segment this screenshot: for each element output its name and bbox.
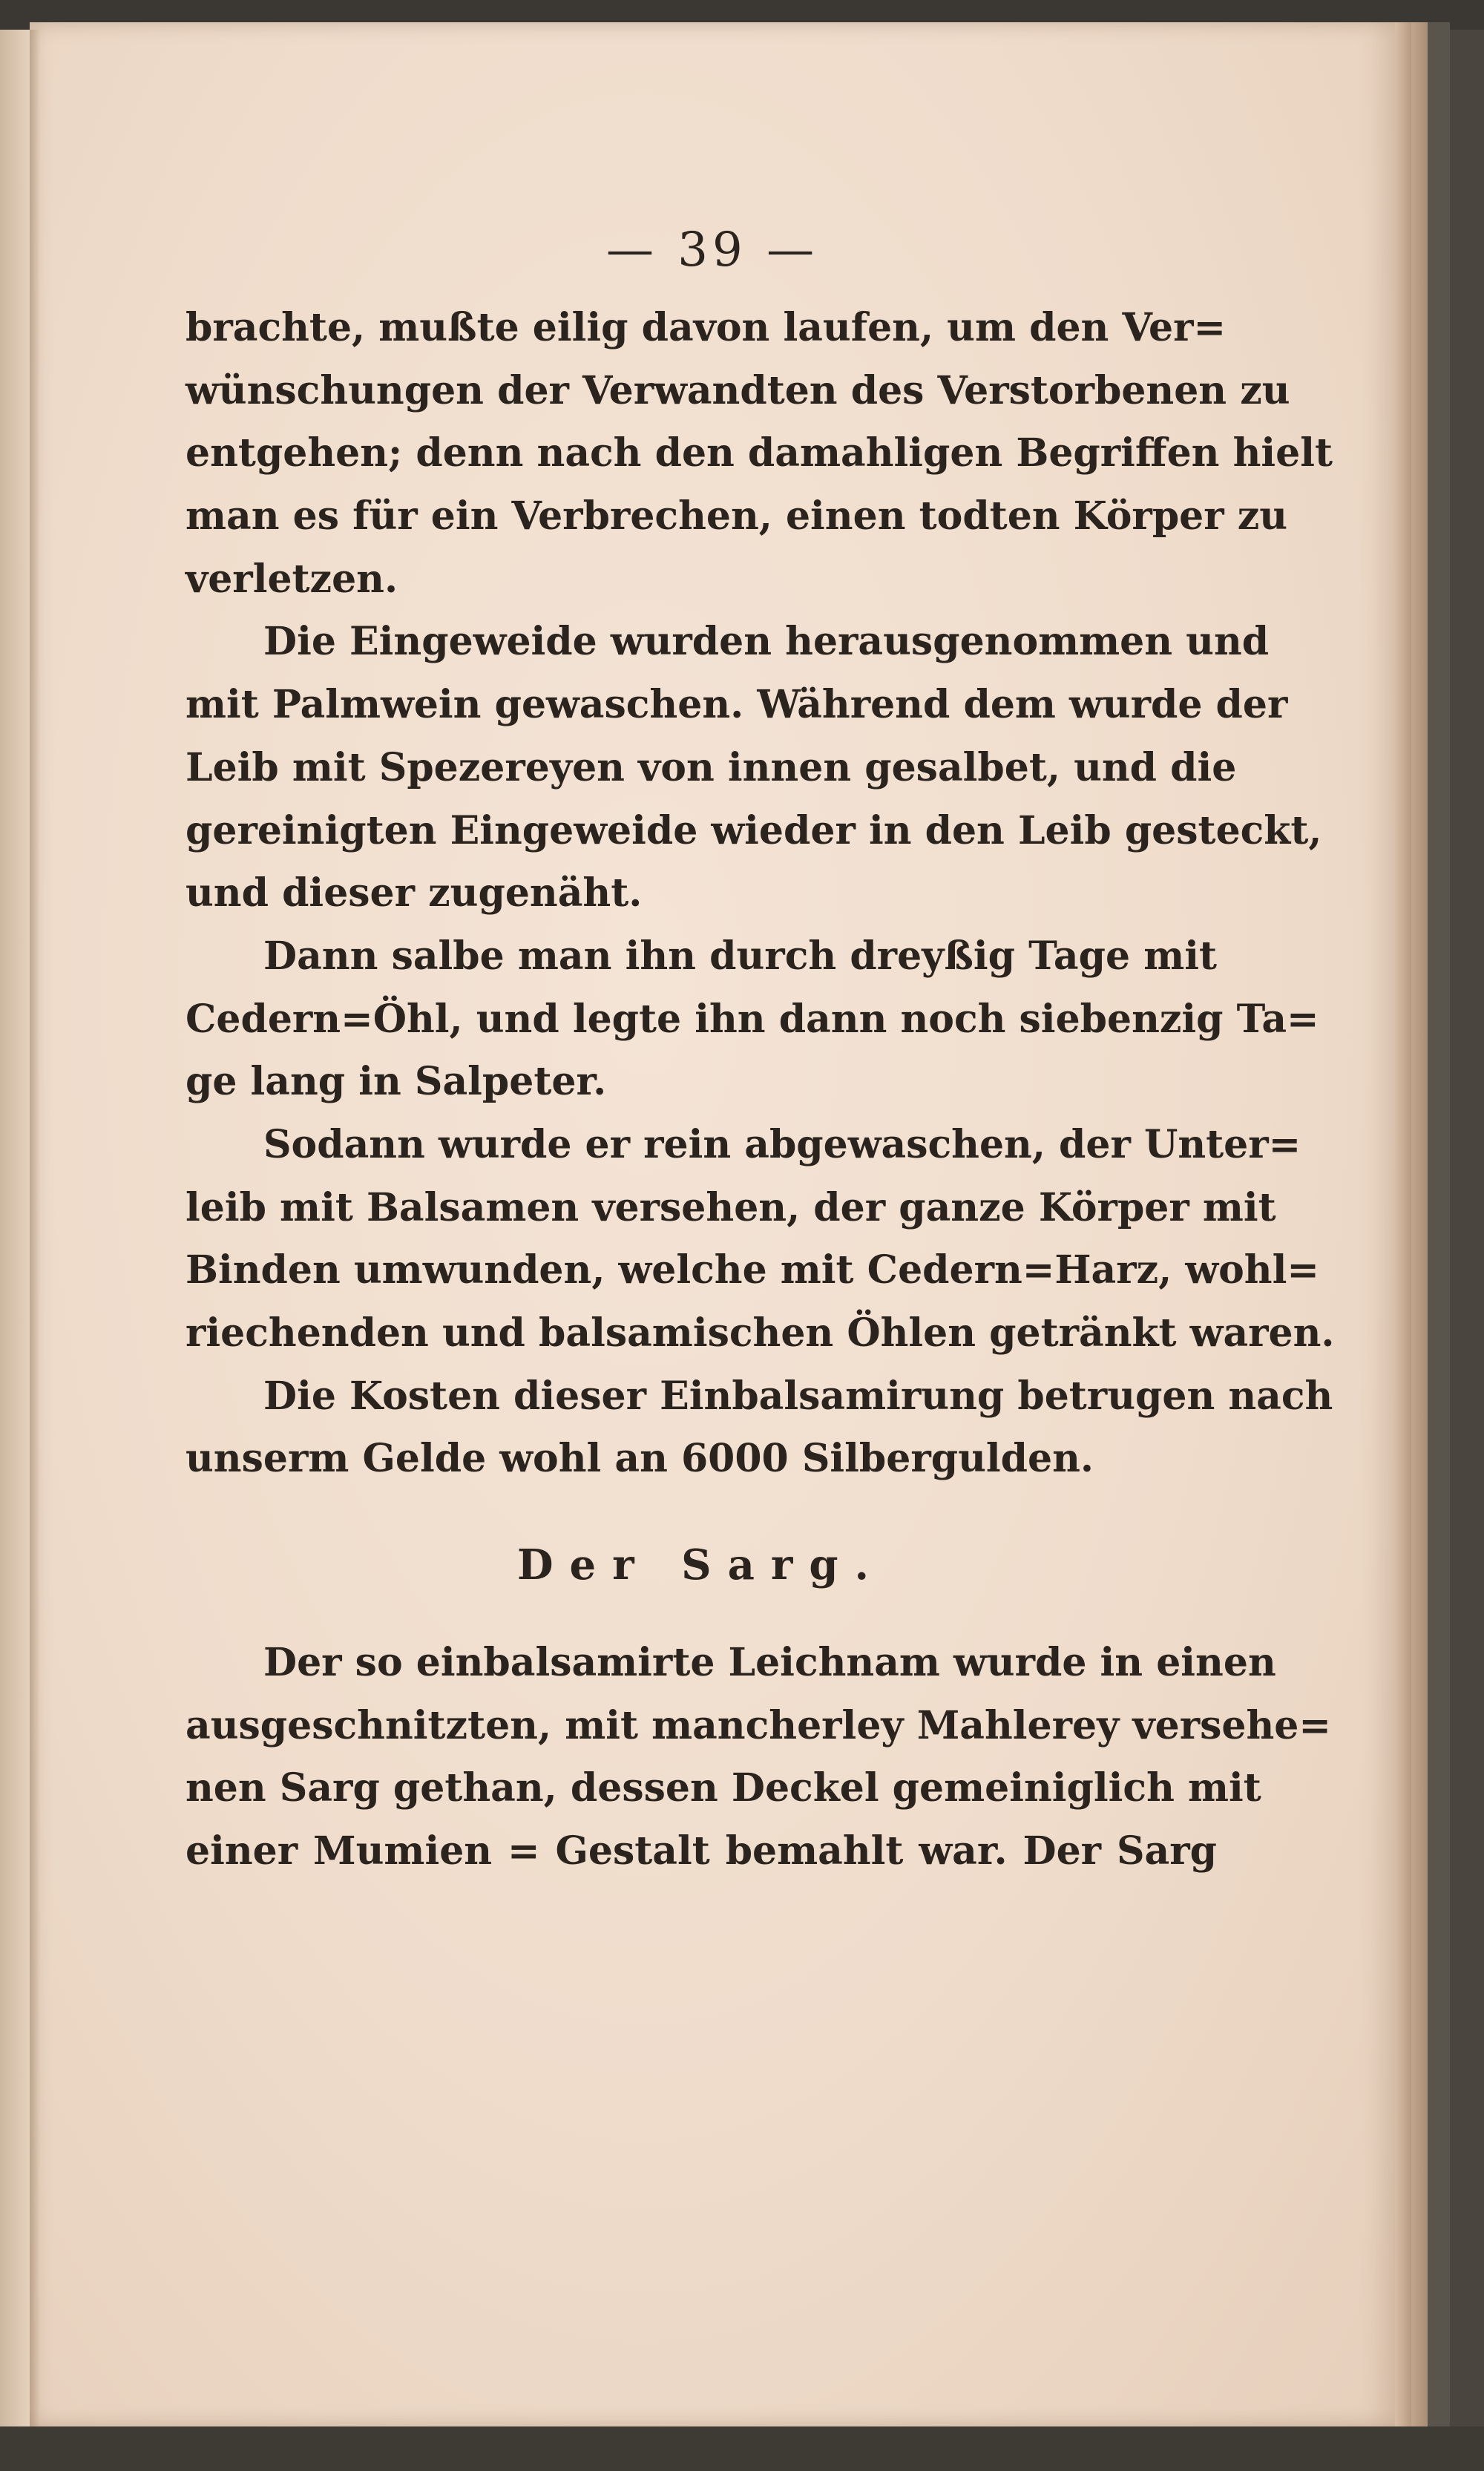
text-line: unserm Gelde wohl an 6000 Silbergulden. [186,1436,1094,1482]
text-line: verletzen. [186,556,398,602]
text-line: Binden umwunden, welche mit Cedern=Harz, wohl= [186,1247,1319,1293]
text-line: ausgeschnitzten, mit mancherley Mahlerey versehe= [186,1702,1331,1748]
text-line: riechenden und balsamischen Öhlen getränkt waren. [186,1310,1335,1356]
text-line: Die Eingeweide wurden herausgenommen und [263,619,1270,665]
text-line: Der so einbalsamirte Leichnam wurde in einen [263,1640,1276,1686]
section-heading: Der Sarg. [516,1540,886,1590]
text-line: entgehen; denn nach den damahligen Begriffen hielt [186,430,1333,476]
body-text [186,297,1335,1883]
text-line: Dann salbe man ihn durch dreyßig Tage mit [263,933,1217,979]
text-line: einer Mumien = Gestalt bemahlt war. Der Sarg [186,1828,1217,1874]
text-line: ge lang in Salpeter. [186,1059,607,1105]
text-line: brachte, mußte eilig davon laufen, um den Ver= [186,305,1227,350]
page-fold-crease [30,30,40,2426]
text-line: Leib mit Spezereyen von innen gesalbet, und die [186,744,1237,790]
scan-bottom-background [0,2426,1484,2471]
spacer [186,1598,1217,1632]
text-line: leib mit Balsamen versehen, der ganze Körper mit [186,1184,1276,1230]
text-line: Cedern=Öhl, und legte ihn dann noch siebenzig Ta= [186,996,1319,1042]
text-line: wünschungen der Verwandten des Verstorbenen zu [186,367,1290,413]
text-line: und dieser zugenäht. [186,870,643,916]
page-stack-edge [1411,22,1428,2434]
text-line: gereinigten Eingeweide wieder in den Leib gesteckt, [186,807,1322,853]
book-cover-edge [1428,22,1450,2434]
page-stack-edge [1395,22,1411,2434]
text-line: man es für ein Verbrechen, einen todten Körper zu [186,493,1288,539]
text-line: Sodann wurde er rein abgewaschen, der Unter= [263,1121,1301,1167]
text-line: nen Sarg gethan, dessen Deckel gemeiniglich mit [186,1765,1261,1811]
text-line: mit Palmwein gewaschen. Während dem wurde der [186,682,1288,728]
text-line: Die Kosten dieser Einbalsamirung betrugen nach [263,1373,1333,1419]
page-number: — 39 — [605,223,819,278]
spacer [186,1491,1217,1532]
